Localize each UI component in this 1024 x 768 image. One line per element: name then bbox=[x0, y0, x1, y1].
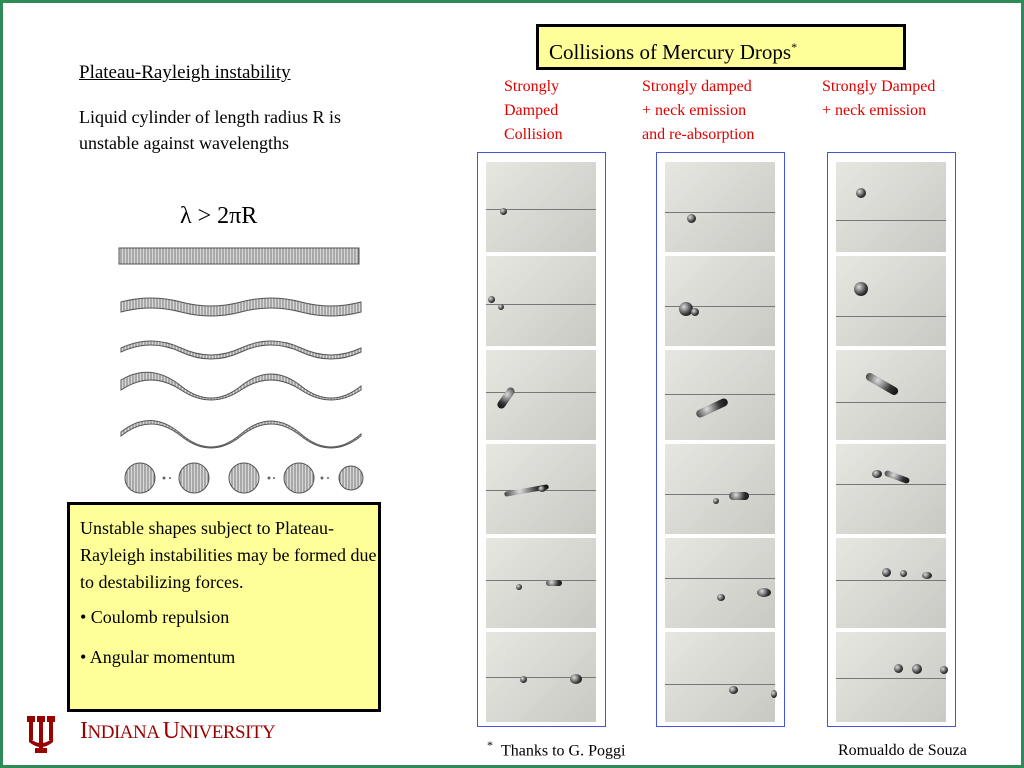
photo-column-3 bbox=[827, 152, 956, 727]
collisions-title: Collisions of Mercury Drops bbox=[549, 40, 792, 64]
wordmark-u: U bbox=[162, 718, 180, 744]
column-3-label: Strongly Damped + neck emission bbox=[822, 78, 936, 119]
author-name: Romualdo de Souza bbox=[838, 742, 967, 759]
instability-title: Plateau-Rayleigh instability bbox=[79, 62, 291, 83]
wordmark-niversity: NIVERSITY bbox=[179, 722, 276, 743]
frame-2-4 bbox=[665, 444, 775, 534]
frame-1-5 bbox=[486, 538, 596, 628]
frame-2-6 bbox=[665, 632, 775, 722]
stage-6-droplets bbox=[125, 463, 363, 493]
frame-2-3 bbox=[665, 350, 775, 440]
collisions-title-box bbox=[536, 24, 906, 70]
indiana-university-wordmark bbox=[80, 718, 275, 745]
wavelength-formula: λ > 2πR bbox=[180, 203, 258, 229]
frame-1-4 bbox=[486, 444, 596, 534]
frame-2-1 bbox=[665, 162, 775, 252]
stage-2-ripple bbox=[121, 298, 361, 316]
bullet-angular: • Angular momentum bbox=[80, 647, 236, 667]
frame-1-3 bbox=[486, 350, 596, 440]
stage-3-wave bbox=[121, 341, 361, 359]
destabilizing-forces-box bbox=[67, 502, 381, 712]
frame-3-4 bbox=[836, 444, 946, 534]
forces-text: Unstable shapes subject to Plateau-Rayleigh instabilities may be formed due to destabilizing forces. bbox=[80, 518, 377, 592]
frame-3-6 bbox=[836, 632, 946, 722]
title-footnote-mark: * bbox=[791, 40, 798, 54]
frame-3-5 bbox=[836, 538, 946, 628]
wordmark-ndiana: NDIANA bbox=[87, 722, 163, 743]
footnote-mark: * bbox=[487, 738, 493, 752]
frame-3-3 bbox=[836, 350, 946, 440]
instability-description: Liquid cylinder of length radius R is unstable against wavelengths bbox=[79, 107, 341, 153]
frame-1-6 bbox=[486, 632, 596, 722]
frame-3-1 bbox=[836, 162, 946, 252]
column-2-label: Strongly damped + neck emission and re-absorption bbox=[642, 78, 755, 143]
stage-5-necks bbox=[121, 420, 361, 448]
column-1-label: Strongly Damped Collision bbox=[504, 78, 563, 143]
cylinder-breakup-diagram bbox=[114, 240, 364, 500]
frame-1-1 bbox=[486, 162, 596, 252]
frame-2-2 bbox=[665, 256, 775, 346]
footnote-text: Thanks to G. Poggi bbox=[501, 742, 626, 760]
stage-4-wave bbox=[121, 372, 361, 400]
frame-2-5 bbox=[665, 538, 775, 628]
photo-column-2 bbox=[656, 152, 785, 727]
frame-3-2 bbox=[836, 256, 946, 346]
photo-column-1 bbox=[477, 152, 606, 727]
footnote bbox=[487, 738, 625, 760]
stage-1-cylinder bbox=[119, 248, 359, 264]
bullet-coulomb: • Coulomb repulsion bbox=[80, 607, 230, 627]
iu-trident-logo-icon bbox=[24, 714, 58, 754]
frame-1-2 bbox=[486, 256, 596, 346]
wordmark-i: I bbox=[80, 718, 88, 744]
